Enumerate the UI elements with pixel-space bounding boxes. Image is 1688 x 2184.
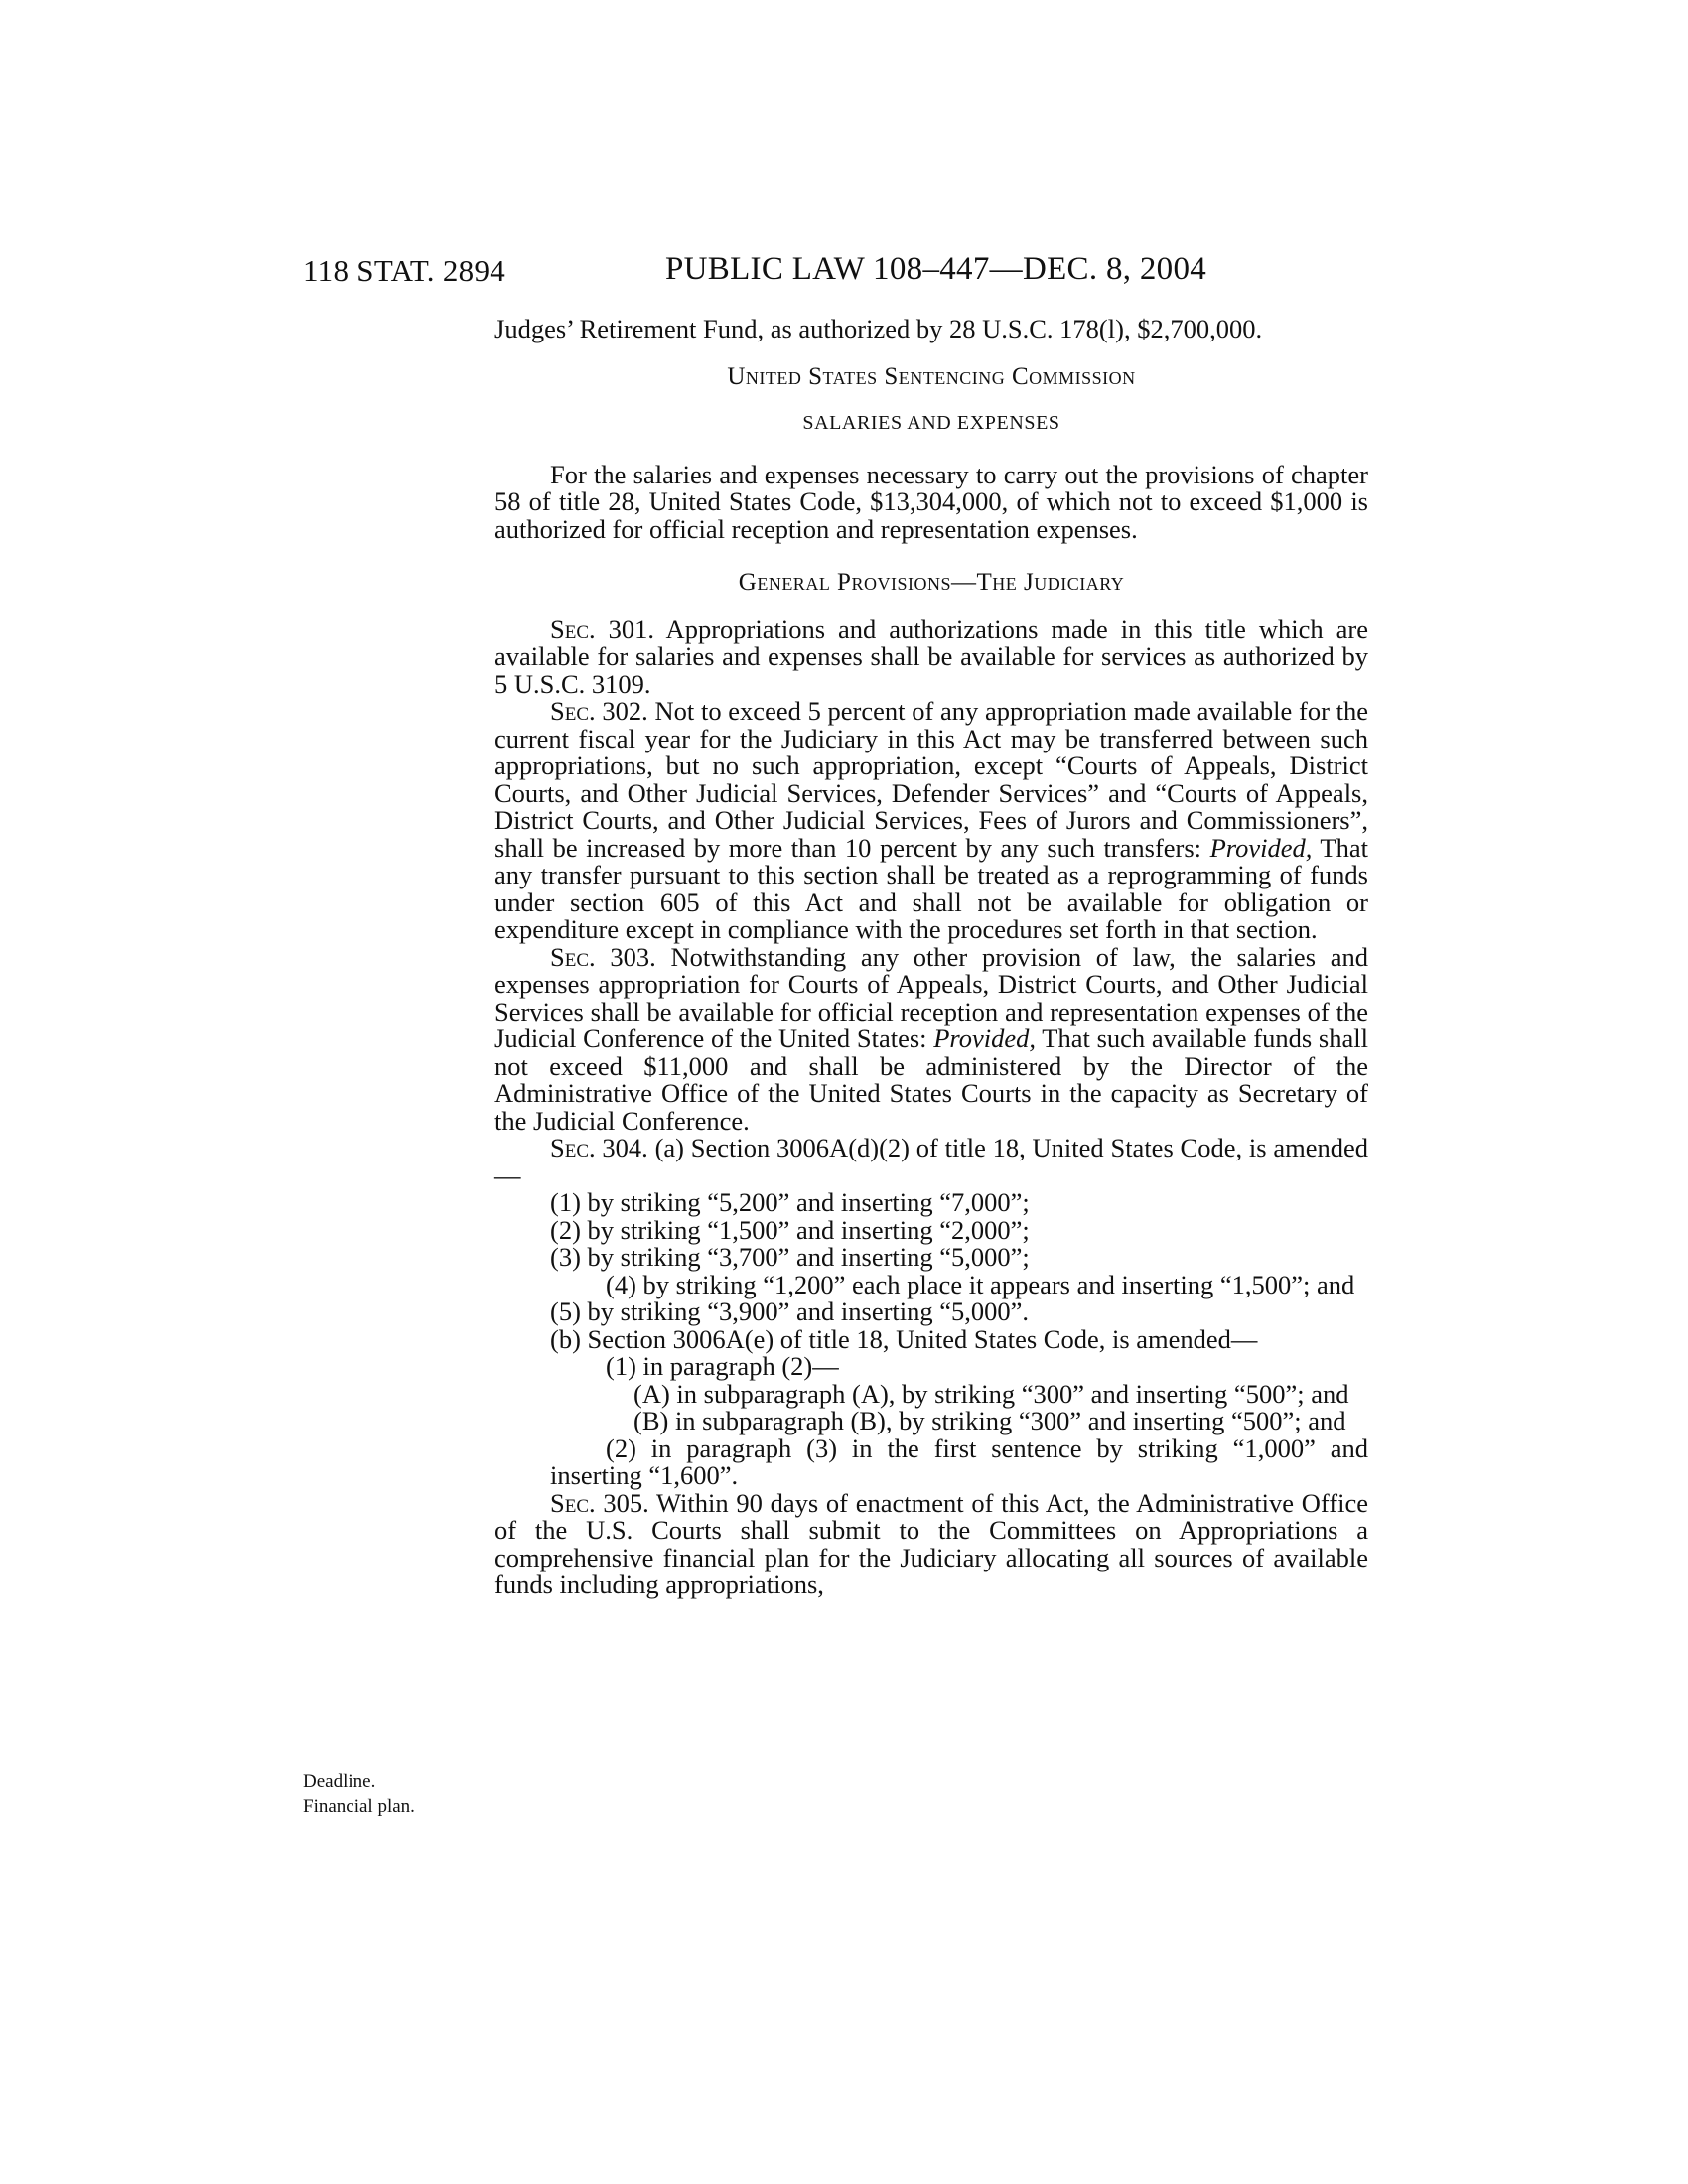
amendment-item: (3) by striking “3,700” and inserting “5,000”;	[550, 1242, 1030, 1272]
amendment-subitem: (B) in subparagraph (B), by striking “300” and inserting “500”; and	[633, 1406, 1346, 1435]
amendment-item: (1) by striking “5,200” and inserting “7,000”;	[550, 1187, 1030, 1217]
section-305: Sec. 305. Within 90 days of enactment of this Act, the Administrative Office of the U.S. Courts shall submit to the Committees on Appropriations a comprehensive financial plan for the Judiciary allocating all sources of available funds including appropriations,	[494, 1487, 1368, 1599]
heading-sentencing-commission: United States Sentencing Commission	[727, 362, 1136, 390]
section-304: Sec. 304. (a) Section 3006A(d)(2) of title 18, United States Code, is amended—	[494, 1133, 1368, 1190]
running-header: PUBLIC LAW 108–447—DEC. 8, 2004	[665, 251, 1207, 287]
section-302: Sec. 302. Not to exceed 5 percent of any appropriation made available for the current fiscal year for the Judiciary in this Act may be transferred between such appropriations, but no such appropriation, except “Courts of Appeals, District Courts, and Other Judicial Services, Defender Services” and “Courts of Appeals, District Courts, and Other Judicial Services, Fees of Jurors and Commissioners”, shall be increased by more than 10 percent by any such transfers: Provided, That any transfer pursuant to this section shall be treated as a reprogramming of funds under section 605 of this Act and shall not be available for obligation or expenditure except in compliance with the procedures set forth in that section.	[494, 696, 1368, 944]
provided-term: Provided,	[933, 1024, 1037, 1053]
heading-general-provisions: General Provisions—The Judiciary	[738, 569, 1125, 596]
paragraph-judges-retirement: Judges’ Retirement Fund, as authorized by 28 U.S.C. 178(l), $2,700,000.	[494, 314, 1263, 343]
section-label: Sec. 304.	[550, 1133, 648, 1162]
amendment-subitem: (A) in subparagraph (A), by striking “300” and inserting “500”; and	[633, 1378, 1349, 1409]
paragraph-salaries: For the salaries and expenses necessary to carry out the provisions of chapter 58 of title 28, United States Code, $13,304,000, of which not to exceed $1,000 is authorized for official reception and representation expenses.	[494, 459, 1368, 544]
section-label: Sec. 305.	[550, 1487, 649, 1518]
section-label: Sec. 302.	[550, 696, 648, 726]
section-303: Sec. 303. Notwithstanding any other provision of law, the salaries and expenses appropriation for Courts of Appeals, District Courts, and Other Judicial Services shall be available for official reception and representation expenses of the Judicial Conference of the United States: Provided, That such available funds shall not exceed $11,000 and shall be administered by the Director of the Administrative Office of the United States Courts in the capacity as Secretary of the Judicial Conference.	[494, 941, 1368, 1136]
amendment-item: (5) by striking “3,900” and inserting “5,000”.	[550, 1297, 1030, 1326]
margin-note-financial-plan: Financial plan.	[303, 1796, 415, 1817]
amendment-item: (1) in paragraph (2)—	[606, 1351, 839, 1381]
document-body	[494, 316, 1368, 1599]
amendment-item: (2) by striking “1,500” and inserting “2,000”;	[550, 1214, 1030, 1245]
heading-salaries-expenses: SALARIES AND EXPENSES	[802, 412, 1060, 434]
section-304-b: (b) Section 3006A(e) of title 18, United States Code, is amended—	[550, 1323, 1258, 1354]
amendment-item: (2) in paragraph (3) in the first sentence by striking “1,000” and inserting “1,600”.	[550, 1433, 1368, 1490]
section-label: Sec. 301.	[550, 614, 655, 644]
provided-term: Provided,	[1209, 832, 1313, 863]
section-label: Sec. 303.	[550, 941, 656, 972]
stat-page-number: 118 STAT. 2894	[303, 253, 506, 288]
section-301: Sec. 301. Appropriations and authorizations made in this title which are available for salaries and expenses shall be available for services as authorized by 5 U.S.C. 3109.	[494, 614, 1368, 699]
margin-note-deadline: Deadline.	[303, 1771, 376, 1792]
amendment-item: (4) by striking “1,200” each place it appears and inserting “1,500”; and	[606, 1269, 1355, 1299]
